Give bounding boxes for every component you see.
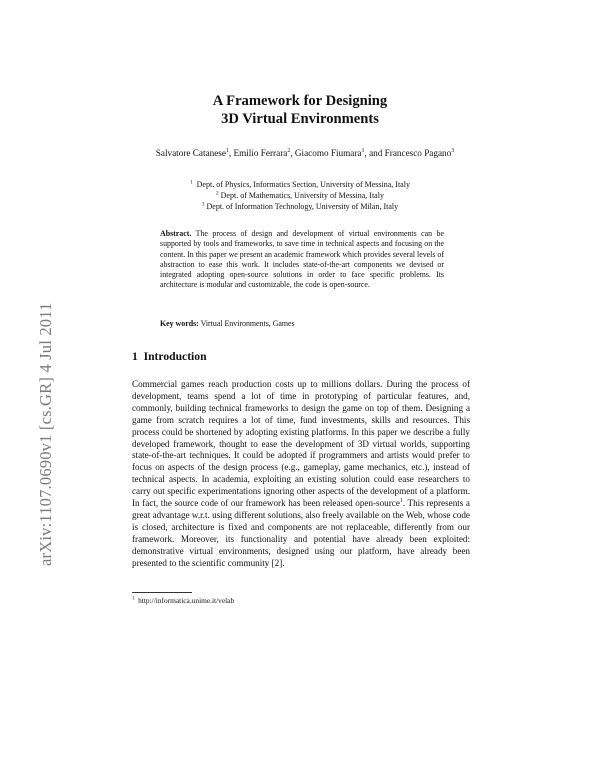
author-name: Francesco Pagano [384,148,452,158]
affiliation-line [0,190,600,201]
paragraph-text: Commercial games reach production costs up to millions dollars. During the process of development, teams spend a lot of time in prototyping of particular features, and, commonly, building technical frameworks to design the game on top of them. Designing a game from scratch requires a lot of time, fund investments, skills and resources. This process could be shortened by adopting existing platforms. In this paper we describe a fully developed framework, thought to ease the development of 3D virtual worlds, supporting state-of-the-art techniques. It could be adopted if programmers and artists would prefer to focus on aspects of the design process (e.g., gameplay, game mechanics, etc.), instead of technical aspects. In academia, exploiting an existing solution could ease researchers to carry out specific experimentations ignoring other aspects of the development of a platform. In fact, the source code of our framework has been released open-source [132,379,470,509]
footnote-mark: 1 [132,596,135,602]
author-affil-mark: 1 [225,147,229,154]
introduction-paragraph [132,379,470,570]
author-affil-mark: 2 [287,147,291,154]
author-affil-mark: 1 [361,147,365,154]
footnote [132,596,234,605]
affiliation-line [0,201,600,212]
section-title: Introduction [143,350,207,363]
author-separator: , [228,148,234,158]
affiliation-text: Dept. of Mathematics, University of Messina, Italy [220,191,384,200]
keywords [160,319,444,328]
paper-title [0,92,600,128]
footnote-url[interactable]: http://informatica.unime.it/velab [138,596,235,605]
affiliation-text: Dept. of Physics, Informatics Section, University of Messina, Italy [196,180,410,189]
affiliation-mark: 3 [201,201,205,208]
abstract-text: The process of design and development of virtual environments can be supported by tools and frameworks, to save time in technical aspects and focusing on the content. In this paper we present an academic framework which provides several levels of abstraction to ease this work. It includes state-of-the-art components we devised or integrated adopting open-source solutions in order to face specific problems. Its architecture is modular and customizable, the code is open-source. [160,229,445,290]
affiliation-text: Dept. of Information Technology, University of Milan, Italy [206,202,399,211]
author-name: Emilio Ferrara [233,148,288,158]
author-name: Salvatore Catanese [155,148,226,158]
author-separator: , [290,148,295,158]
title-line-1: A Framework for Designing [212,93,388,109]
arxiv-identifier-stamp: arXiv:1107.0690v1 [cs.GR] 4 Jul 2011 [36,302,55,566]
paragraph-text: . This represents a great advantage w.r.t. using different solutions, also freely available on the Web, whose code is closed, architecture is fixed and components are not replaceable, differently from our framework. Moreover, its functionality and potential have already been exploited: demonstrative virtual environments, designed using our platform, have already been presented to the scientific community [2]. [132,498,470,568]
affiliation-line [0,179,600,190]
author-name: Giacomo Fiumara [294,148,362,158]
author-separator-and: , and [364,148,383,158]
section-number: 1 [132,350,138,363]
affiliation-mark: 2 [216,190,219,197]
keywords-label: Key words: [160,319,199,328]
title-line-2: 3D Virtual Environments [221,111,379,127]
affiliation-mark: 1 [190,179,193,186]
section-heading [132,350,207,363]
affiliation-list [0,179,600,212]
keywords-text: Virtual Environments, Games [200,319,295,328]
footnote-reference[interactable]: 1 [399,498,403,505]
abstract [160,229,444,291]
abstract-label: Abstract. [160,229,192,238]
footnote-divider [132,592,192,593]
author-list [150,147,460,160]
author-affil-mark: 3 [451,147,455,154]
